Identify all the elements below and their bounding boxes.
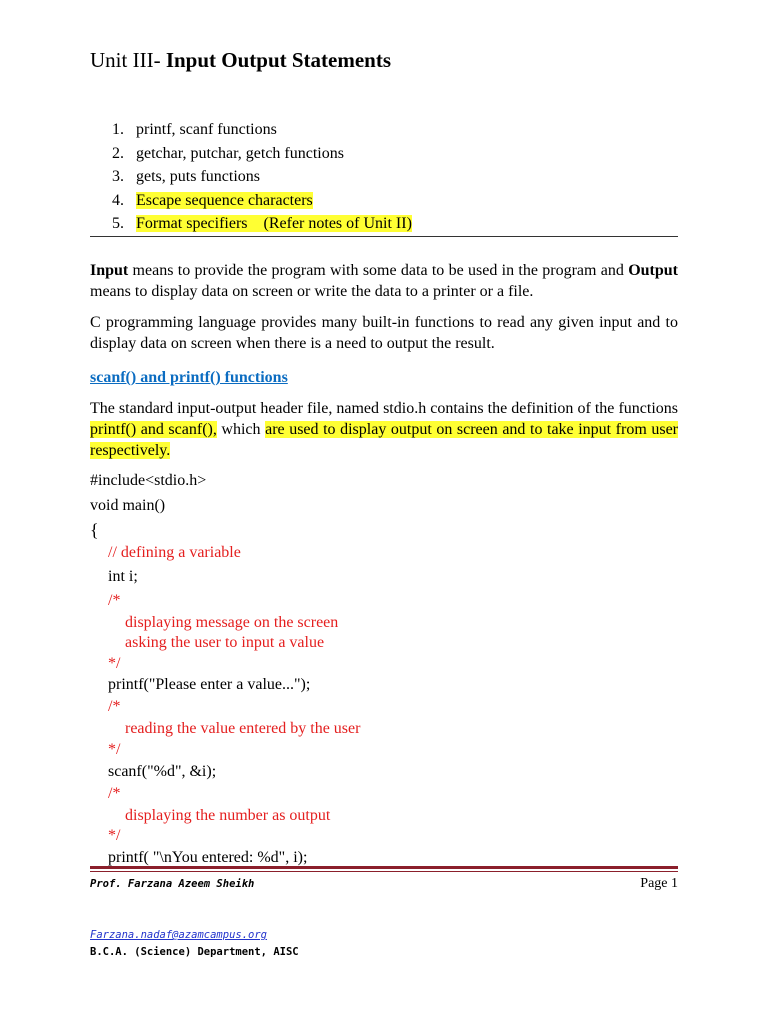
paragraph-stdio [90,398,678,461]
page-number: Page 1 [640,876,678,891]
para-text: means to display data on screen or write the data to a printer or a file. [90,283,534,300]
bold-input: Input [90,262,129,279]
code-printf: printf( "\nYou entered: %d", i); [108,849,308,866]
code-comment-close: */ [108,827,121,844]
topic-item [112,189,412,213]
code-printf: printf("Please enter a value..."); [108,676,311,693]
topic-text-highlighted: Format specifiers (Refer notes of Unit II) [136,215,412,232]
topic-text: gets, puts functions [136,168,260,185]
footer-rule [90,866,678,869]
section-divider [90,236,678,237]
bold-output: Output [628,262,678,279]
paragraph-input-output [90,260,678,302]
code-include: #include<stdio.h> [90,472,207,489]
code-comment: displaying message on the screen [125,614,339,631]
page-title [90,48,391,73]
topic-number: 5. [112,215,124,232]
code-main: void main() [90,497,166,514]
topic-number: 1. [112,121,124,138]
code-int-decl: int i; [108,568,138,585]
para-text: which [216,421,266,438]
para-text: The standard input-output header file, named stdio.h contains the definition of the functions [90,400,678,417]
topic-item [112,142,412,166]
code-comment-open: /* [108,785,121,802]
title-prefix: Unit III- [90,48,161,72]
topic-item [112,118,412,142]
topic-item [112,212,412,236]
topic-number: 3. [112,168,124,185]
code-comment: displaying the number as output [125,807,331,824]
footer-department: B.C.A. (Science) Department, AISC [90,946,299,958]
para-text: means to provide the program with some data to be used in the program and [128,262,629,279]
topic-number: 2. [112,144,124,162]
section-heading-link[interactable]: scanf() and printf() functions [90,369,288,386]
paragraph-builtin-functions: C programming language provides many built-in functions to read any given input and to display data on screen when there is a need to output the result. [90,314,678,352]
code-comment-open: /* [108,592,121,609]
footer-author: Prof. Farzana Azeem Sheikh [90,878,255,890]
topics-list [112,118,412,236]
footer-email-link[interactable]: Farzana.nadaf@azamcampus.org [90,929,268,941]
topic-text-highlighted: Escape sequence characters [136,191,313,209]
code-comment: asking the user to input a value [125,634,325,651]
topic-number: 4. [112,191,124,209]
title-main: Input Output Statements [165,48,392,72]
topic-text: getchar, putchar, getch functions [136,144,344,162]
highlight-functions: printf() and scanf(), [90,421,217,438]
code-comment-open: /* [108,698,121,715]
code-comment: reading the value entered by the user [125,720,361,737]
code-scanf: scanf("%d", &i); [108,763,217,780]
topic-item [112,165,412,189]
code-comment: // defining a variable [108,544,241,561]
code-comment-close: */ [108,741,121,758]
highlight-usage: are used to display output on screen and to take input from user respectively. [90,421,678,459]
topic-text: printf, scanf functions [136,121,277,138]
footer-rule [90,871,678,872]
code-comment-close: */ [108,655,121,672]
code-open-brace: { [90,520,99,540]
